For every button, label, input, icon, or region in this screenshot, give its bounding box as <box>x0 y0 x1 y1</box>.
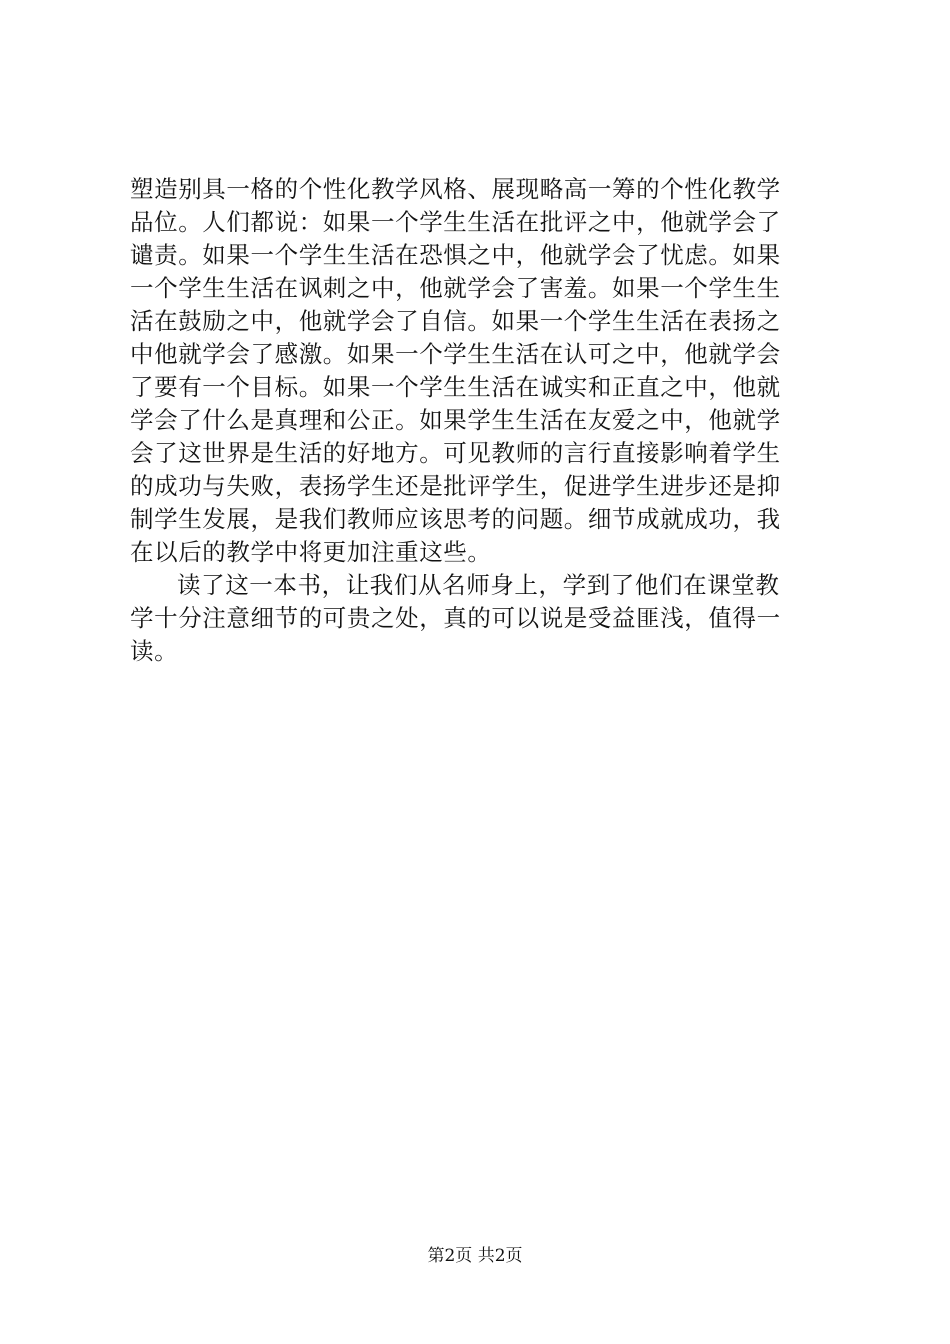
text-line: 塑造别具一格的个性化教学风格、展现略高一筹的个性化教学 <box>130 175 781 203</box>
text-line: 谴责。如果一个学生生活在恐惧之中，他就学会了忧虑。如果 <box>130 241 781 269</box>
text-line: 品位。人们都说：如果一个学生生活在批评之中，他就学会了 <box>130 208 781 236</box>
text-line: 读。 <box>130 637 179 665</box>
text-line: 一个学生生活在讽刺之中，他就学会了害羞。如果一个学生生 <box>130 274 781 302</box>
text-line: 制学生发展，是我们教师应该思考的问题。细节成就成功，我 <box>130 505 781 533</box>
text-line: 了要有一个目标。如果一个学生生活在诚实和正直之中，他就 <box>130 373 781 401</box>
text-line: 活在鼓励之中，他就学会了自信。如果一个学生生活在表扬之 <box>130 307 781 335</box>
text-line: 会了这世界是生活的好地方。可见教师的言行直接影响着学生 <box>130 439 781 467</box>
body-text <box>130 173 835 668</box>
page-footer: 第2页 共2页 <box>427 1246 523 1266</box>
text-line: 在以后的教学中将更加注重这些。 <box>130 538 492 566</box>
paragraph-start-line: 读了这一本书，让我们从名师身上，学到了他们在课堂教 <box>177 571 780 599</box>
text-line: 学会了什么是真理和公正。如果学生生活在友爱之中，他就学 <box>130 406 781 434</box>
text-line: 学十分注意细节的可贵之处，真的可以说是受益匪浅，值得一 <box>130 604 781 632</box>
text-line: 的成功与失败，表扬学生还是批评学生，促进学生进步还是抑 <box>130 472 781 500</box>
text-line: 中他就学会了感激。如果一个学生生活在认可之中，他就学会 <box>130 340 781 368</box>
